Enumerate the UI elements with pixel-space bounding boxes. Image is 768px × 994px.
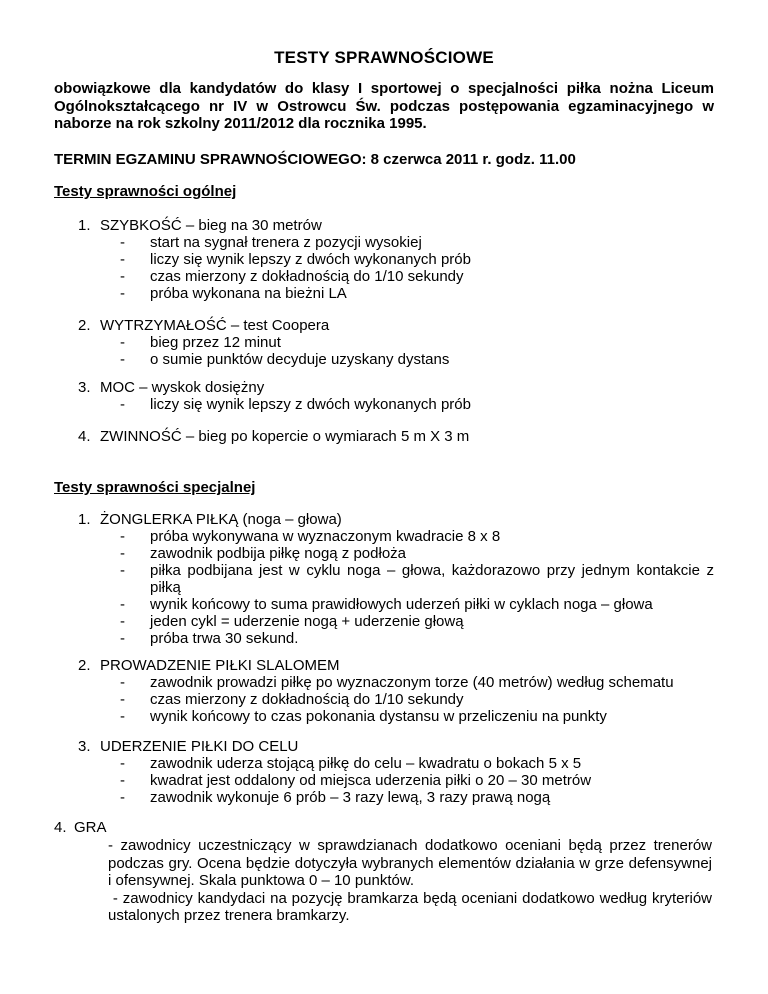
- document-title: TESTY SPRAWNOŚCIOWE: [274, 48, 494, 67]
- test-number: 1.: [78, 217, 91, 234]
- special-test-3: [78, 738, 714, 806]
- test-number: 2.: [78, 657, 91, 674]
- list-item: - czas mierzony z dokładnością do 1/10 sekundy: [120, 268, 464, 285]
- special-tests-heading: Testy sprawności specjalnej: [54, 479, 256, 496]
- list-item: - zawodnik wykonuje 6 prób – 3 razy lewą, 3 razy prawą nogą: [120, 789, 551, 806]
- general-test-1: [78, 217, 714, 302]
- list-item: - próba trwa 30 sekund.: [120, 630, 299, 647]
- special-test-1: [78, 511, 714, 647]
- special-test-4: [54, 819, 690, 836]
- test-title: PROWADZENIE PIŁKI SLALOMEM: [100, 657, 340, 674]
- general-test-2: [78, 317, 714, 368]
- list-item: - o sumie punktów decyduje uzyskany dystans: [120, 351, 450, 368]
- intro-paragraph: obowiązkowe dla kandydatów do klasy I sportowej o specjalności piłka nożna Liceum Ogólnokształcącego nr IV w Ostrowcu Św. podczas postępowania egzaminacyjnego w naborze na rok szkolny 2011/2012 dla rocznika 1995.: [54, 80, 714, 132]
- list-item: - czas mierzony z dokładnością do 1/10 sekundy: [120, 691, 464, 708]
- test-title: ZWINNOŚĆ – bieg po kopercie o wymiarach 5 m X 3 m: [100, 428, 470, 445]
- test-title: MOC – wyskok dosiężny: [100, 379, 265, 396]
- list-item: - próba wykonana na bieżni LA: [120, 285, 347, 302]
- list-item: - zawodnik prowadzi piłkę po wyznaczonym torze (40 metrów) według schematu: [120, 674, 674, 691]
- test-number: 4.: [54, 819, 67, 836]
- list-item: - próba wykonywana w wyznaczonym kwadracie 8 x 8: [120, 528, 501, 545]
- game-paragraph: - zawodnicy uczestniczący w sprawdzianach dodatkowo oceniani będą przez trenerów podczas gry. Ocena będzie dotyczyła wybranych elementów działania w grze defensywnej i ofensywnej. Skala punktowa 0 – 10 punktów.: [108, 837, 712, 889]
- test-number: 2.: [78, 317, 91, 334]
- general-test-3: [78, 379, 714, 413]
- list-item: - zawodnik podbija piłkę nogą z podłoża: [120, 545, 407, 562]
- test-number: 1.: [78, 511, 91, 528]
- test-number: 4.: [78, 428, 91, 445]
- game-description: [108, 837, 717, 925]
- list-item: - jeden cykl = uderzenie nogą + uderzenie głową: [120, 613, 464, 630]
- list-item: - bieg przez 12 minut: [120, 334, 281, 351]
- list-item: - zawodnik uderza stojącą piłkę do celu – kwadratu o bokach 5 x 5: [120, 755, 582, 772]
- test-number: 3.: [78, 738, 91, 755]
- general-tests-heading: Testy sprawności ogólnej: [54, 183, 237, 200]
- game-paragraph: - zawodnicy kandydaci na pozycję bramkarza będą oceniani dodatkowo według kryteriów ustalonych przez trenera bramkarzy.: [108, 889, 717, 924]
- list-item: - liczy się wynik lepszy z dwóch wykonanych prób: [120, 251, 471, 268]
- test-title: SZYBKOŚĆ – bieg na 30 metrów: [100, 217, 322, 234]
- general-test-4: [78, 428, 714, 445]
- test-title: GRA: [74, 819, 107, 836]
- list-item: - kwadrat jest oddalony od miejsca uderzenia piłki o 20 – 30 metrów: [120, 772, 592, 789]
- test-title: WYTRZYMAŁOŚĆ – test Coopera: [100, 317, 330, 334]
- list-item: - liczy się wynik lepszy z dwóch wykonanych prób: [120, 396, 471, 413]
- test-number: 3.: [78, 379, 91, 396]
- test-title: ŻONGLERKA PIŁKĄ (noga – głowa): [100, 511, 342, 528]
- test-title: UDERZENIE PIŁKI DO CELU: [100, 738, 299, 755]
- special-test-2: [78, 657, 714, 725]
- list-item: - wynik końcowy to czas pokonania dystansu w przeliczeniu na punkty: [120, 708, 607, 725]
- list-item: - piłka podbijana jest w cyklu noga – głowa, każdorazowo przy jednym kontakcie z piłką: [120, 562, 714, 596]
- exam-term: TERMIN EGZAMINU SPRAWNOŚCIOWEGO: 8 czerwca 2011 r. godz. 11.00: [54, 151, 576, 168]
- list-item: - start na sygnał trenera z pozycji wysokiej: [120, 234, 422, 251]
- list-item: - wynik końcowy to suma prawidłowych uderzeń piłki w cyklach noga – głowa: [120, 596, 653, 613]
